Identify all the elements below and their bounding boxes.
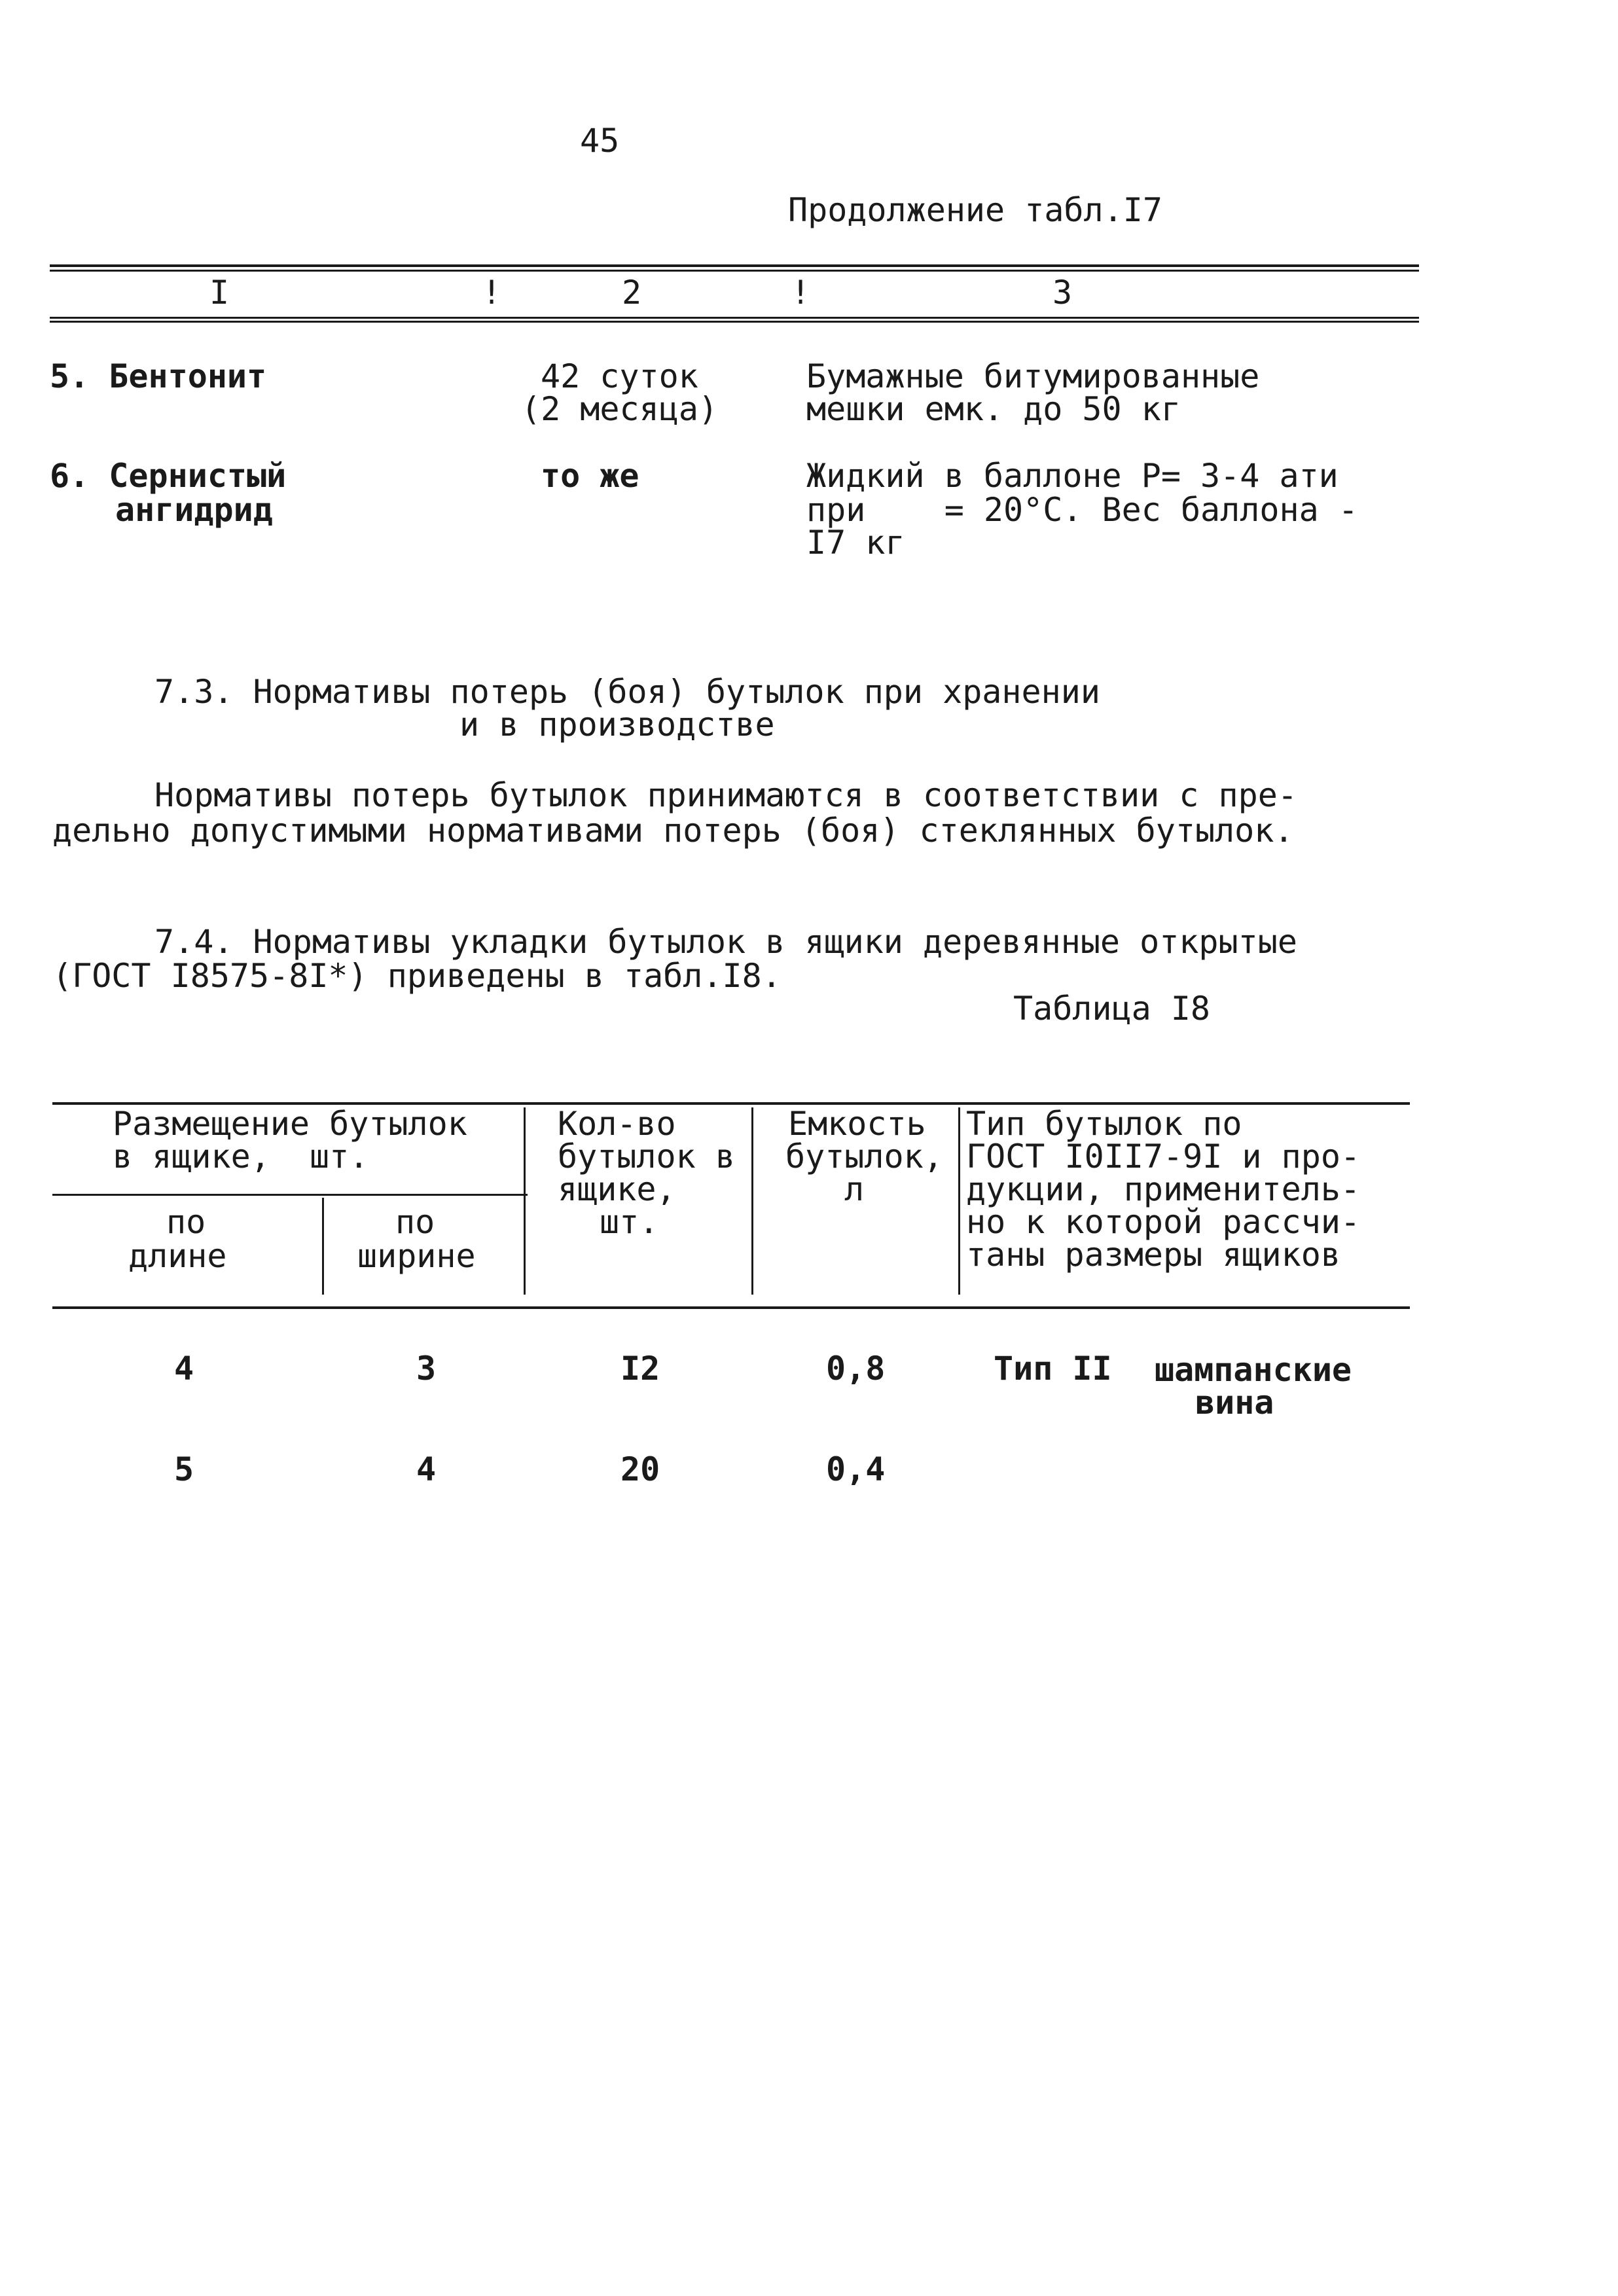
row-period-line: (2 месяца)	[521, 390, 719, 428]
cell-capacity: 0,8	[826, 1350, 886, 1388]
cell-count: I2	[620, 1350, 660, 1388]
column-separator	[751, 1107, 753, 1295]
header-width-line: по	[395, 1203, 435, 1241]
paragraph-line: Нормативы потерь бутылок принимаются в соответствии с пре-	[154, 776, 1297, 814]
row-package-line: Бумажные битумированные	[806, 357, 1260, 395]
row-package-line: I7 кг	[806, 524, 905, 562]
table-17-header-rule	[50, 317, 1419, 319]
header-type-line: таны размеры ящиков	[966, 1236, 1340, 1274]
cell-width: 4	[416, 1450, 437, 1488]
table-label: Таблица I8	[1013, 990, 1211, 1028]
header-col-2: 2	[622, 274, 642, 312]
header-sep-1: !	[482, 274, 502, 312]
header-placement-line: Размещение бутылок	[113, 1105, 467, 1143]
row-package-line: Жидкий в баллоне P= 3-4 ати	[806, 457, 1339, 495]
header-width-line: ширине	[357, 1237, 476, 1275]
paragraph-line: дельно допустимыми нормативами потерь (боя) стеклянных бутылок.	[52, 812, 1294, 850]
section-heading-line: и в производстве	[459, 706, 775, 744]
paragraph-line: (ГОСТ I8575-8I*) приведены в табл.I8.	[52, 957, 782, 995]
section-heading-line: 7.3. Нормативы потерь (боя) бутылок при хранении	[154, 673, 1100, 711]
header-col-3: 3	[1052, 274, 1073, 312]
cell-length: 4	[174, 1350, 194, 1388]
header-type-line: но к которой рассчи-	[966, 1203, 1361, 1241]
column-separator	[322, 1198, 324, 1295]
header-count-line: Кол-во	[558, 1105, 676, 1143]
cell-product-line: шампанские	[1155, 1351, 1352, 1389]
header-col-1: I	[209, 274, 230, 312]
row-name-line: 5. Бентонит	[50, 357, 267, 395]
cell-width: 3	[416, 1350, 437, 1388]
header-sep-2: !	[791, 274, 811, 312]
header-capacity-line: бутылок,	[785, 1138, 943, 1175]
header-capacity-line: л	[844, 1170, 865, 1208]
row-package-line: мешки емк. до 50 кг	[806, 390, 1181, 428]
header-type-line: Тип бутылок по	[966, 1105, 1242, 1143]
header-count-line: шт.	[600, 1203, 659, 1241]
column-separator	[524, 1107, 526, 1295]
table-18-header-rule	[52, 1306, 1410, 1309]
cell-capacity: 0,4	[826, 1450, 886, 1488]
page-number: 45	[580, 122, 620, 160]
header-type-line: дукции, применитель-	[966, 1170, 1361, 1208]
header-placement-line: в ящике, шт.	[113, 1138, 369, 1175]
column-separator	[958, 1107, 960, 1295]
table-continuation-label: Продолжение табл.I7	[788, 191, 1162, 229]
cell-type: Тип II	[994, 1350, 1112, 1388]
header-count-line: ящике,	[558, 1170, 676, 1208]
header-count-line: бутылок в	[558, 1138, 735, 1175]
row-name-line: ангидрид	[115, 491, 273, 529]
cell-product-line: вина	[1195, 1384, 1274, 1422]
header-capacity-line: Емкость	[788, 1105, 926, 1143]
header-type-line: ГОСТ I0II7-9I и про-	[966, 1138, 1361, 1175]
table-17-top-rule	[50, 264, 1419, 267]
row-name-line: 6. Сернистый	[50, 457, 287, 495]
table-17-header-rule-2	[50, 321, 1419, 323]
header-length-line: по	[166, 1203, 206, 1241]
header-subrule	[52, 1194, 528, 1196]
paragraph-line: 7.4. Нормативы укладки бутылок в ящики деревянные открытые	[154, 923, 1297, 961]
row-period-line: 42 суток	[541, 357, 698, 395]
row-period-line: то же	[541, 457, 639, 495]
cell-length: 5	[174, 1450, 194, 1488]
table-17-top-rule-2	[50, 270, 1419, 272]
cell-count: 20	[620, 1450, 660, 1488]
header-length-line: длине	[128, 1237, 227, 1275]
row-package-line: при = 20°C. Вес баллона -	[806, 491, 1358, 529]
